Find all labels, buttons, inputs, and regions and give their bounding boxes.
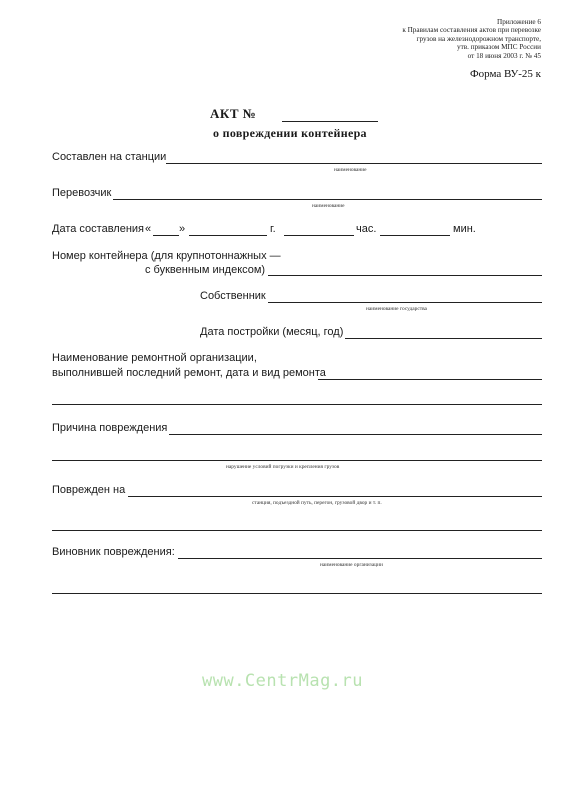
appendix-line: Приложение 6	[497, 18, 541, 26]
date-close-quote: »	[179, 223, 186, 235]
damaged-at-caption: станция, подъездной путь, перегон, грузовой двор и т. п.	[252, 500, 382, 506]
cause-field[interactable]	[169, 434, 542, 435]
damaged-at-field[interactable]	[128, 496, 542, 497]
form-code: Форма ВУ-25 к	[469, 68, 541, 80]
repair-field-continued[interactable]	[52, 404, 542, 405]
watermark: www.CentrMag.ru	[201, 671, 364, 691]
damaged-at-field-continued[interactable]	[52, 530, 542, 531]
culprit-field[interactable]	[178, 558, 542, 559]
built-date-field[interactable]	[345, 338, 542, 339]
built-date-label: Дата постройки (месяц, год)	[200, 326, 344, 338]
owner-field[interactable]	[268, 302, 542, 303]
culprit-field-continued[interactable]	[52, 593, 542, 594]
container-number-field[interactable]	[268, 275, 542, 276]
act-number-field[interactable]	[282, 121, 378, 122]
appendix-line: к Правилам составления актов при перевозке	[402, 26, 541, 35]
date-label: Дата составления	[52, 223, 144, 235]
appendix-line: утв. приказом МПС России	[456, 43, 541, 52]
culprit-label: Виновник повреждения:	[52, 546, 175, 558]
damaged-at-label: Поврежден на	[52, 484, 126, 496]
appendix-line: грузов на железнодорожном транспорте,	[416, 34, 541, 43]
date-min-suffix: мин.	[453, 223, 476, 235]
cause-label: Причина повреждения	[52, 422, 168, 434]
station-label: Составлен на станции	[52, 151, 167, 163]
cause-field-continued[interactable]	[52, 460, 542, 461]
carrier-label: Перевозчик	[52, 187, 112, 199]
owner-caption: наименование государства	[366, 306, 427, 312]
date-open-quote: «	[145, 223, 152, 235]
appendix-note	[402, 18, 541, 60]
carrier-caption: наименование	[312, 203, 345, 209]
appendix-line: от 18 июня 2003 г. № 45	[467, 51, 541, 60]
station-caption: наименование	[334, 167, 367, 173]
cause-caption: нарушение условий погрузки и крепления грузов	[226, 464, 340, 470]
date-hour-suffix: час.	[356, 223, 377, 235]
date-day-field[interactable]	[153, 235, 179, 236]
date-hour-field[interactable]	[284, 235, 354, 236]
date-minute-field[interactable]	[380, 235, 450, 236]
repair-field[interactable]	[318, 379, 542, 380]
date-month-field[interactable]	[189, 235, 267, 236]
container-label-line1: Номер контейнера (для крупнотоннажных —	[52, 250, 281, 262]
carrier-field[interactable]	[113, 199, 542, 200]
act-subtitle: о повреждении контейнера	[213, 126, 367, 140]
culprit-caption: наименование организации	[320, 562, 383, 568]
repair-label-line1: Наименование ремонтной организации,	[52, 352, 257, 364]
act-title: АКТ №	[210, 106, 257, 121]
date-year-suffix: г.	[270, 223, 276, 235]
owner-label: Собственник	[200, 290, 266, 302]
repair-label-line2: выполнившей последний ремонт, дата и вид ремонта	[52, 367, 326, 379]
station-field[interactable]	[166, 163, 542, 164]
container-label-line2: с буквенным индексом)	[145, 264, 266, 276]
